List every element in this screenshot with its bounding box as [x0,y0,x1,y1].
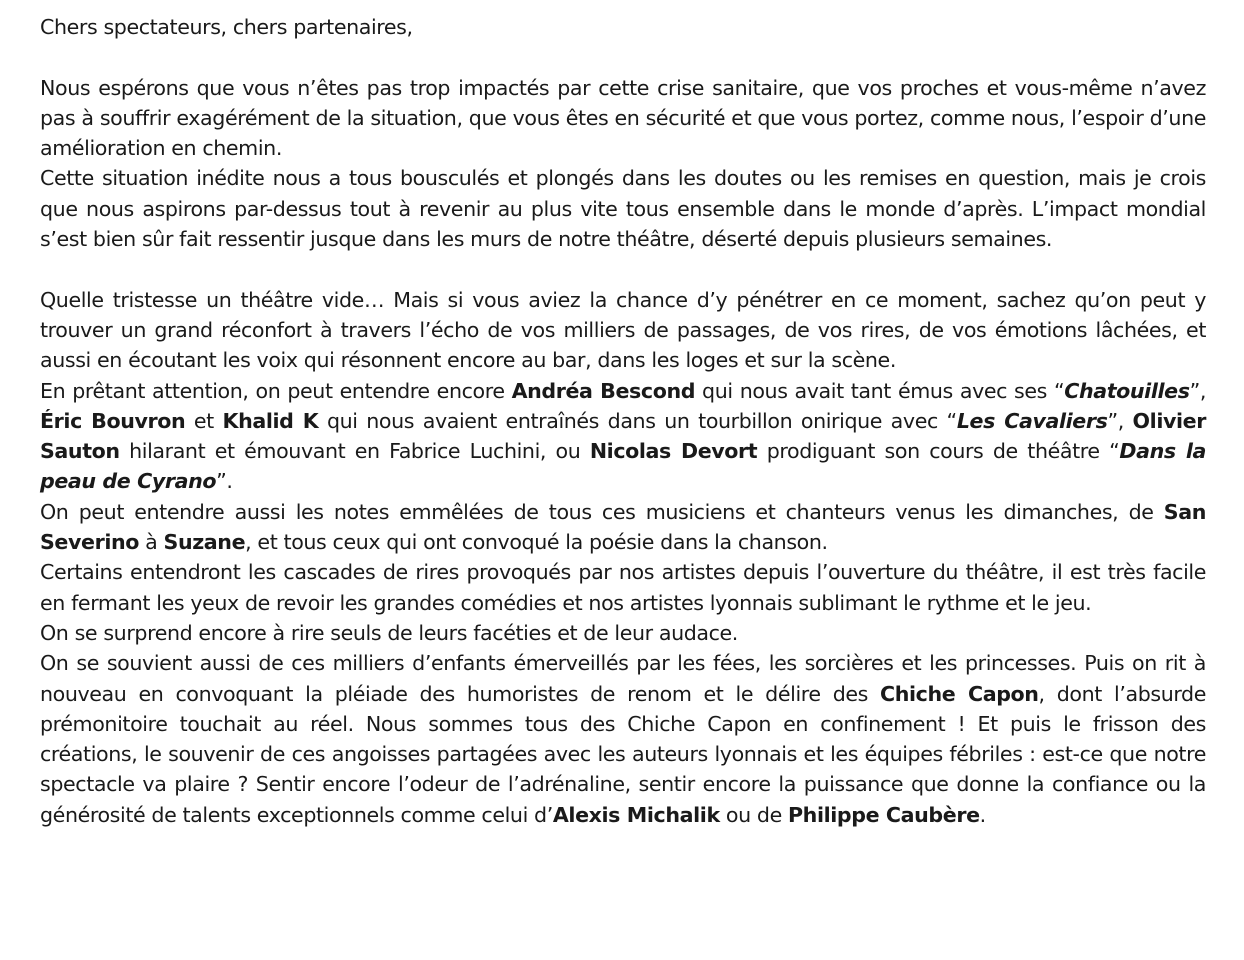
show-title: Les Cavaliers [956,408,1108,433]
paragraph-memories [40,648,1206,830]
text-run: et [185,408,223,433]
paragraph-spacer [40,42,1206,72]
artist-name: Khalid K [222,408,319,433]
paragraph-situation: Cette situation inédite nous a tous bousculés et plongés dans les doutes ou les remises en question, mais je crois que nous aspirons par-dessus tout à revenir au plus vite tous ensemble dans le monde d’après. L’impact mondial s’est bien sûr fait ressentir jusque dans les murs de notre théâtre, déserté depuis plusieurs semaines. [40,166,1206,252]
artist-name: Andréa Bescond [511,378,696,403]
salutation: Chers spectateurs, chers partenaires, [40,15,413,39]
text-run: ”, [1189,378,1206,403]
paragraph-crisis: Nous espérons que vous n’êtes pas trop impactés par cette crise sanitaire, que vos proches et vous-même n’avez pas à souffrir exagérément de la situation, que vous êtes en sécurité et que vous portez, comme nous, l’espoir d’une amélioration en chemin. [40,75,1206,161]
paragraph-empty-theatre: Quelle tristesse un théâtre vide… Mais si vous aviez la chance d’y pénétrer en ce moment, sachez qu’on peut y trouver un grand réconfort à travers l’écho de vos milliers de passages, de vos rires, de vos émotions lâchées, et aussi en écoutant les voix qui résonnent encore au bar, dans les loges et sur la scène. [40,287,1206,373]
text-run: prodiguant son cours de théâtre “ [757,439,1120,464]
paragraph-laughter: Certains entendront les cascades de rires provoqués par nos artistes depuis l’ouverture du théâtre, il est très facile en fermant les yeux de revoir les grandes comédies et nos artistes lyonnais sublimant le rythme et le jeu. [40,560,1206,615]
show-title: Dans la peau de Cyrano [40,439,1206,494]
paragraph-surprise: On se surprend encore à rire seuls de leurs facéties et de leur audace. [40,620,738,645]
paragraph-artists [40,376,1206,497]
text-run: . [979,802,986,827]
paragraph-musicians [40,497,1206,558]
show-title: Chatouilles [1064,378,1190,403]
artist-name: Nicolas Devort [589,439,758,464]
paragraph-spacer [40,254,1206,284]
artist-name: Philippe Caubère [787,802,980,827]
artist-name: Suzane [163,530,246,555]
text-run: ”. [216,469,233,494]
artist-name: Olivier Sauton [40,408,1206,464]
text-run: , et tous ceux qui ont convoqué la poésie dans la chanson. [245,530,828,555]
text-run: hilarant et émouvant en Fabrice Luchini, ou [119,439,590,464]
text-run: En prêtant attention, on peut entendre encore [40,378,512,403]
text-run: ou de [719,802,788,827]
letter-body [40,12,1206,830]
text-run: On se souvient aussi de ces milliers d’enfants émerveillés par les fées, les sorcières et les princesses. Puis on rit à nouveau en convoquant la pléiade des humoristes de renom et le délire des [40,651,1206,706]
artist-name: Chiche Capon [880,681,1039,706]
text-run: ”, [1107,408,1133,433]
text-run: à [139,530,164,555]
artist-name: Éric Bouvron [40,408,186,433]
text-run: qui nous avait tant émus avec ses “ [695,378,1065,403]
text-run: qui nous avaient entraînés dans un tourbillon onirique avec “ [318,408,957,433]
text-run: , dont l’absurde prémonitoire touchait au réel. Nous sommes tous des Chiche Capon en confinement ! Et puis le frisson des créations, le souvenir de ces angoisses partagées avec les auteurs lyonnais et les équipes fébriles : est-ce que notre spectacle va plaire ? Sentir encore l’odeur de l’adrénaline, sentir encore la puissance que donne la confiance ou la générosité de talents exceptionnels comme celui d’ [40,681,1206,827]
artist-name: Alexis Michalik [552,802,720,827]
text-run: On peut entendre aussi les notes emmêlées de tous ces musiciens et chanteurs venus les dimanches, de [40,499,1164,524]
artist-name: San Severino [40,499,1206,555]
